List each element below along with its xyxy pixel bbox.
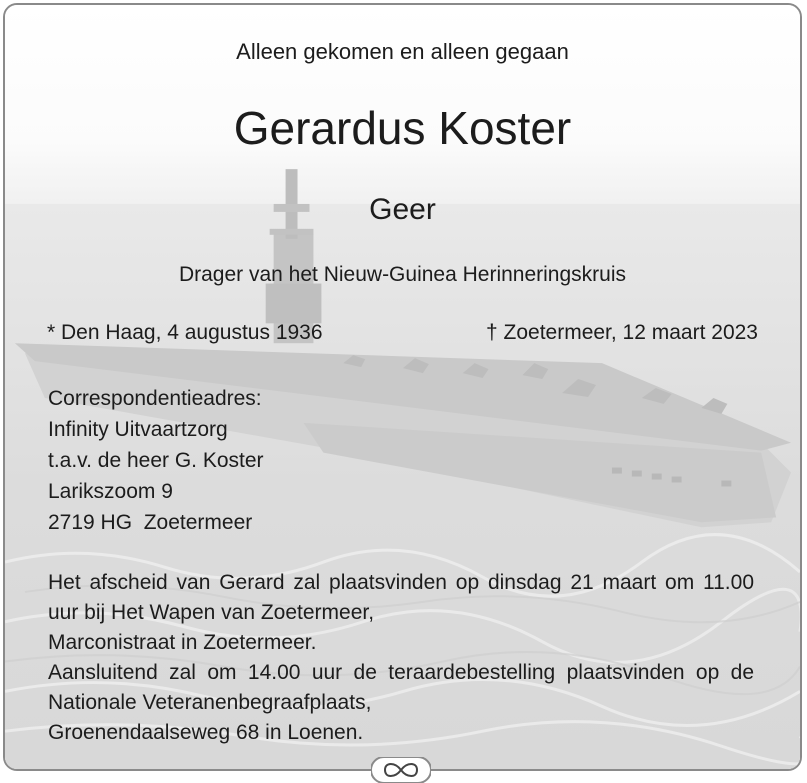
obituary-card bbox=[3, 3, 802, 771]
message-text: Het afscheid van Gerard zal plaatsvinden op dinsdag 21 maart om 11.00 uur bij Het Wapen van Zoetermeer, bbox=[48, 571, 754, 624]
funeral-message bbox=[48, 568, 754, 748]
nickname: Geer bbox=[369, 193, 436, 226]
address-line: Larikszoom 9 bbox=[48, 480, 173, 503]
life-dates bbox=[47, 321, 758, 345]
message-text: Groenendaalseweg 68 in Loenen. bbox=[48, 721, 364, 744]
notice-text bbox=[5, 5, 800, 769]
deceased-name: Gerardus Koster bbox=[233, 102, 572, 154]
death-date: † Zoetermeer, 12 maart 2023 bbox=[486, 321, 758, 344]
honor-line: Drager van het Nieuw-Guinea Herinneringskruis bbox=[178, 263, 627, 286]
address-line: 2719 HG Zoetermeer bbox=[48, 511, 253, 534]
message-text: Aansluitend zal om 14.00 uur de teraardebestelling plaatsvinden op de Nationale Veteranenbegraafplaats, bbox=[48, 661, 754, 714]
address-line: Infinity Uitvaartzorg bbox=[48, 418, 228, 441]
motto: Alleen gekomen en alleen gegaan bbox=[236, 39, 569, 64]
birth-date: * Den Haag, 4 augustus 1936 bbox=[47, 321, 323, 344]
infinity-icon bbox=[371, 757, 431, 783]
message-text: Marconistraat in Zoetermeer. bbox=[48, 631, 317, 654]
address-line: t.a.v. de heer G. Koster bbox=[48, 449, 264, 472]
address-heading: Correspondentieadres: bbox=[48, 387, 262, 410]
correspondence-address bbox=[48, 383, 264, 538]
